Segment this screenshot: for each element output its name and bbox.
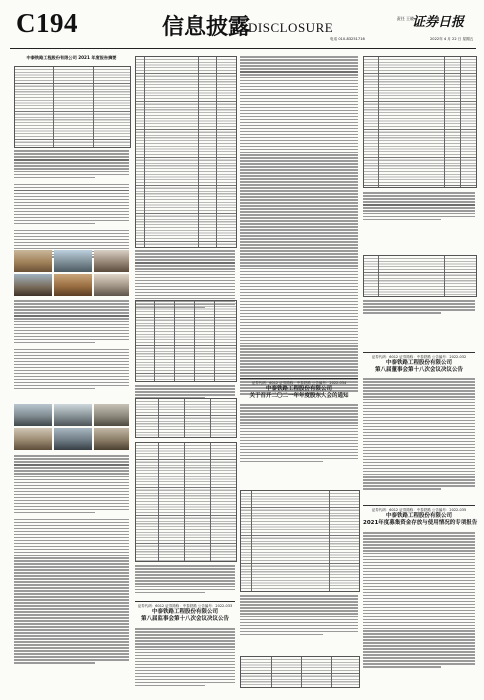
registration-table (240, 656, 360, 688)
announcement-company: 中泰铁路工程股份有限公司 (151, 609, 218, 615)
report-title: 中泰铁路工程股份有限公司 2021 年度报告摘要 (26, 55, 117, 60)
announcement-fund-usage (363, 508, 478, 527)
issue-date: 2022年 4 月 22 日 星期五 (430, 37, 474, 41)
meeting-notice-text-2 (240, 595, 358, 637)
report-text-col4-a (363, 192, 475, 222)
project-photo-1 (14, 250, 52, 272)
project-photo-6 (94, 274, 129, 296)
fund-usage-text (363, 532, 475, 669)
board-announcement-text (363, 378, 475, 491)
project-photo-4 (14, 274, 52, 296)
divider (135, 601, 235, 602)
director-table (363, 56, 477, 188)
shareholder-table (135, 398, 237, 438)
company-info-table (14, 66, 131, 148)
divider (240, 378, 358, 379)
announcement-code: 证券代码：6012 证券简称：中泰铁路 公告编号：2022-032 (371, 355, 467, 359)
divider (363, 505, 475, 506)
project-photo-5 (54, 274, 92, 296)
page-number: C194 (16, 8, 78, 38)
announcement-title: 第八届董事会第十八次会议决议公告 (374, 367, 463, 373)
announcement-text-col2 (135, 628, 235, 688)
project-photo-10 (14, 428, 52, 450)
report-text-col1-c (14, 455, 129, 665)
project-photo-12 (94, 428, 129, 450)
subsidiaries-table (135, 56, 237, 248)
project-photo-11 (54, 428, 92, 450)
announcement-board-meeting (363, 355, 475, 374)
project-photo-7 (14, 404, 52, 426)
project-photo-3 (94, 250, 129, 272)
contact-info: 电话 010-83251716 (330, 37, 365, 41)
announcement-title: 关于召开二〇二一年年度股东大会的通知 (249, 393, 349, 399)
report-text-col2-c (135, 565, 235, 595)
announcement-title: 第八届监事会第十八次会议决议公告 (140, 616, 229, 622)
voting-table (363, 255, 477, 297)
announcement-board-resolution (135, 604, 235, 623)
divider (363, 352, 475, 353)
report-text-col1-b (14, 300, 129, 391)
announcement-code: 证券代码：6012 证券简称：中泰铁路 公告编号：2022-035 (371, 508, 467, 512)
meeting-agenda-table (240, 490, 360, 592)
announcement-code: 证券代码：6012 证券简称：中泰铁路 公告编号：2022-034 (251, 381, 347, 385)
newspaper-logo: 证券日报 (411, 15, 464, 30)
announcement-code: 证券代码：6012 证券简称：中泰铁路 公告编号：2022-033 (137, 604, 233, 608)
announcement-company: 中泰铁路工程股份有限公司 (385, 360, 452, 366)
project-photo-2 (54, 250, 92, 272)
announcement-company: 中泰铁路工程股份有限公司 (385, 513, 452, 519)
section-title-en: DISCLOSURE (248, 20, 334, 35)
section-title: 信息披露 (162, 14, 251, 40)
announcement-company: 中泰铁路工程股份有限公司 (265, 386, 332, 392)
masthead (10, 8, 476, 49)
editor-credit: 责任 王晓 (396, 16, 414, 21)
report-text-col1-a (14, 150, 129, 259)
meeting-notice-text (240, 404, 358, 464)
financial-data-table (135, 300, 237, 382)
announcement-title: 2021年度募集资金存放与使用情况的专项报告 (363, 520, 478, 526)
project-photo-8 (54, 404, 92, 426)
segment-table (135, 442, 237, 562)
announcement-shareholder-meeting (240, 381, 358, 400)
project-photo-9 (94, 404, 129, 426)
report-text-col4-b (363, 300, 475, 315)
report-text-col3-a (240, 56, 358, 396)
